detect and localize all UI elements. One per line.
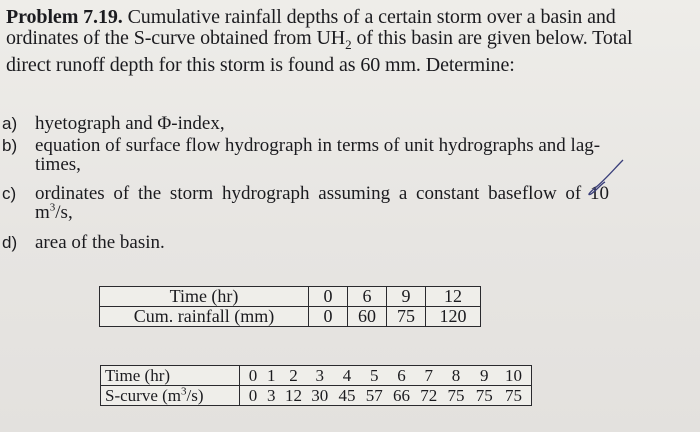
task-text: area of the basin. bbox=[35, 232, 165, 253]
table-cell: 120 bbox=[426, 307, 481, 327]
table-cell: 8 bbox=[451, 366, 461, 385]
problem-statement bbox=[6, 7, 686, 76]
pen-mark-icon bbox=[575, 158, 635, 198]
table-cell: 45 bbox=[338, 386, 356, 405]
table-header: S-curve $(m^3/s)$ bbox=[101, 386, 240, 406]
statement-line-1: Cumulative rainfall depths of a certain storm over a basin and bbox=[127, 6, 616, 28]
table-cell: 60 bbox=[348, 307, 387, 327]
table-header: Cum. rainfall (mm) bbox=[100, 307, 309, 327]
task-superscript: 3 bbox=[49, 201, 56, 214]
table-cell: 9 bbox=[480, 366, 489, 385]
statement-line-2-rest: of this basin are given below. Total bbox=[351, 27, 633, 49]
table-row bbox=[101, 386, 532, 406]
table-cell: 2 bbox=[289, 366, 298, 385]
statement-subscript: 2 bbox=[345, 37, 352, 52]
table-cell: 0 bbox=[309, 307, 348, 327]
task-text: hyetograph and Φ-index, bbox=[35, 113, 225, 134]
table-row bbox=[100, 287, 481, 307]
table-cell: 0 bbox=[248, 366, 258, 385]
table-cell: 75 bbox=[505, 386, 522, 405]
task-label: a) bbox=[2, 114, 18, 133]
table-cell: 9 bbox=[387, 287, 426, 307]
table-cell: 7 bbox=[424, 366, 433, 385]
task-text-cont: m bbox=[35, 202, 50, 223]
table-cell: 75 bbox=[447, 386, 465, 405]
table-cell: 10 bbox=[505, 366, 522, 385]
table-cell: 6 bbox=[397, 366, 406, 385]
table-cell: 66 bbox=[393, 386, 410, 405]
table-row bbox=[101, 366, 532, 386]
task-label: c) bbox=[2, 184, 17, 203]
table-cell: 75 bbox=[475, 386, 493, 405]
task-text: equation of surface flow hydrograph in terms of unit hydrographs and lag- bbox=[35, 135, 601, 156]
table-cell: 12 bbox=[426, 287, 481, 307]
statement-line-3: direct runoff depth for this storm is found as 60 mm. Determine: bbox=[6, 54, 515, 76]
table-cell: 57 bbox=[365, 386, 383, 405]
task-text: ordinates of the storm hydrograph assuming a constant baseflow of 10 bbox=[35, 183, 609, 204]
task-text-cont-rest: /s, bbox=[55, 202, 73, 223]
s-curve-table bbox=[100, 365, 532, 406]
table-cell: 0 bbox=[309, 287, 348, 307]
table-cell: 12 bbox=[285, 386, 302, 405]
table-cell: 72 bbox=[420, 386, 438, 405]
statement-line-2: ordinates of the S-curve obtained from UH bbox=[6, 27, 346, 49]
table-row bbox=[100, 307, 481, 327]
table-cell: 6 bbox=[348, 287, 387, 307]
table-cell: 4 bbox=[342, 366, 352, 385]
table-cell: 0 bbox=[248, 386, 258, 405]
table-header: Time (hr) bbox=[101, 366, 240, 386]
table-cell: 5 bbox=[370, 366, 379, 385]
table-cell: 30 bbox=[311, 386, 329, 405]
task-label: b) bbox=[2, 136, 18, 155]
task-label: d) bbox=[2, 233, 18, 252]
table-cell: 3 bbox=[315, 366, 324, 385]
table-values bbox=[240, 386, 532, 406]
table-cell: 1 bbox=[267, 366, 276, 385]
rainfall-table bbox=[99, 286, 481, 327]
table-header: Time (hr) bbox=[100, 287, 309, 307]
table-cell: 3 bbox=[267, 386, 276, 405]
problem-number: Problem 7.19. bbox=[6, 6, 123, 28]
table-cell: 75 bbox=[387, 307, 426, 327]
table-values bbox=[240, 366, 532, 386]
task-text-cont: times, bbox=[35, 154, 81, 175]
